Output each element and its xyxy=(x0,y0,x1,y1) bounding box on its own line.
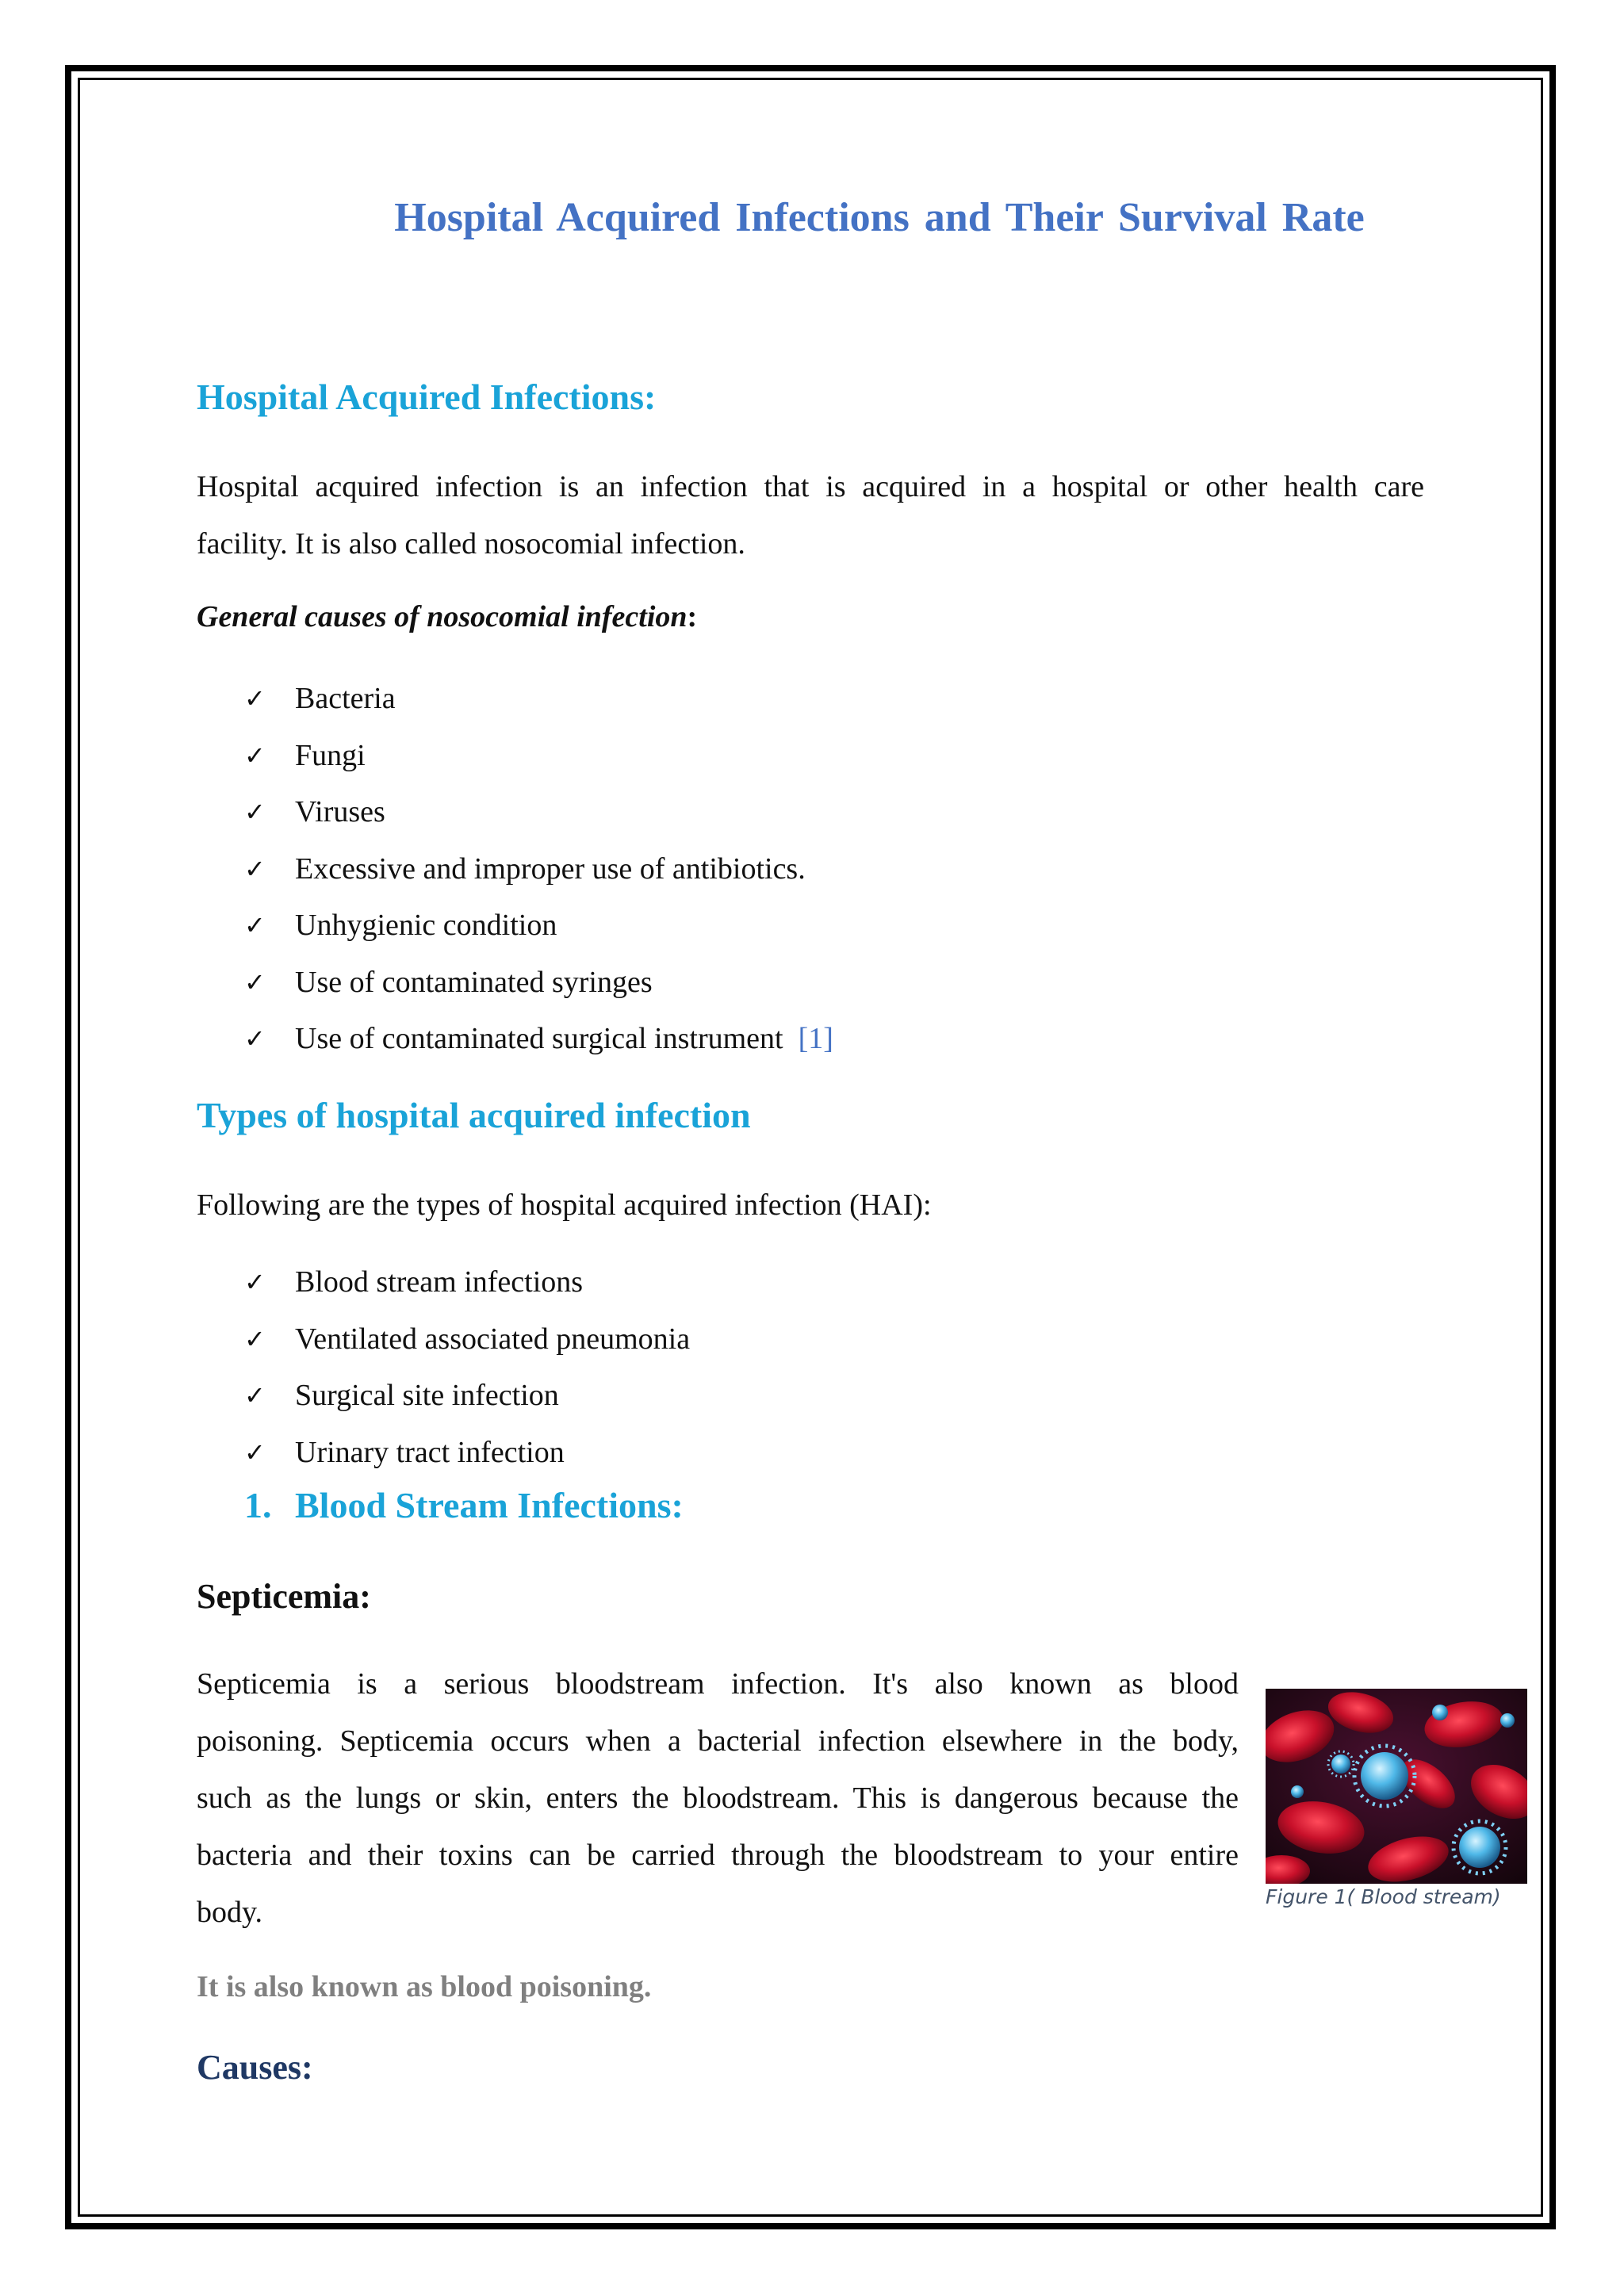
note-blood-poisoning: It is also known as blood poisoning. xyxy=(197,1970,652,2003)
numbered-heading-blood-stream xyxy=(244,1484,684,1526)
document-title: Hospital Acquired Infections and Their Survival Rate xyxy=(394,195,1365,240)
causes-lead-colon: : xyxy=(687,600,698,633)
paragraph-line: body. xyxy=(197,1896,263,1929)
figure-caption: Figure 1( Blood stream) xyxy=(1266,1885,1501,1908)
checkmark-icon: ✓ xyxy=(244,797,266,827)
blood-stream-figure-image xyxy=(1266,1689,1527,1884)
paragraph-line: Hospital acquired infection is an infection that is acquired in a hospital or other health care xyxy=(197,470,1424,503)
subheading-septicemia: Septicemia: xyxy=(197,1577,371,1616)
checkmark-icon: ✓ xyxy=(244,740,266,771)
checkmark-icon: ✓ xyxy=(244,966,266,997)
checkmark-icon: ✓ xyxy=(244,853,266,884)
paragraph-line: bacteria and their toxins can be carried through the bloodstream to your entire xyxy=(197,1839,1239,1872)
checkmark-icon: ✓ xyxy=(244,1024,266,1054)
checkmark-icon: ✓ xyxy=(244,1323,266,1354)
causes-lead xyxy=(197,599,697,634)
heading-text: Blood Stream Infections: xyxy=(295,1485,684,1525)
causes-lead-text: General causes of nosocomial infection xyxy=(197,600,688,633)
types-intro: Following are the types of hospital acquired infection (HAI): xyxy=(197,1188,932,1222)
checkmark-icon: ✓ xyxy=(244,910,266,940)
checkmark-icon: ✓ xyxy=(244,1437,266,1468)
citation-link[interactable]: [1] xyxy=(798,1022,833,1055)
checkmark-icon: ✓ xyxy=(244,1267,266,1297)
checkmark-icon: ✓ xyxy=(244,683,266,714)
paragraph-line: facility. It is also called nosocomial infection. xyxy=(197,527,745,561)
checkmark-icon: ✓ xyxy=(244,1380,266,1410)
blood-cells-illustration xyxy=(1266,1689,1527,1884)
section-heading-hai: Hospital Acquired Infections: xyxy=(197,377,657,417)
section-heading-types: Types of hospital acquired infection xyxy=(197,1095,751,1135)
heading-number: 1. xyxy=(244,1485,272,1525)
paragraph-line: Septicemia is a serious bloodstream infection. It's also known as blood xyxy=(197,1667,1239,1701)
paragraph-line: poisoning. Septicemia occurs when a bacterial infection elsewhere in the body, xyxy=(197,1724,1239,1758)
subheading-causes: Causes: xyxy=(197,2048,313,2087)
paragraph-line: such as the lungs or skin, enters the bloodstream. This is dangerous because the xyxy=(197,1781,1239,1815)
